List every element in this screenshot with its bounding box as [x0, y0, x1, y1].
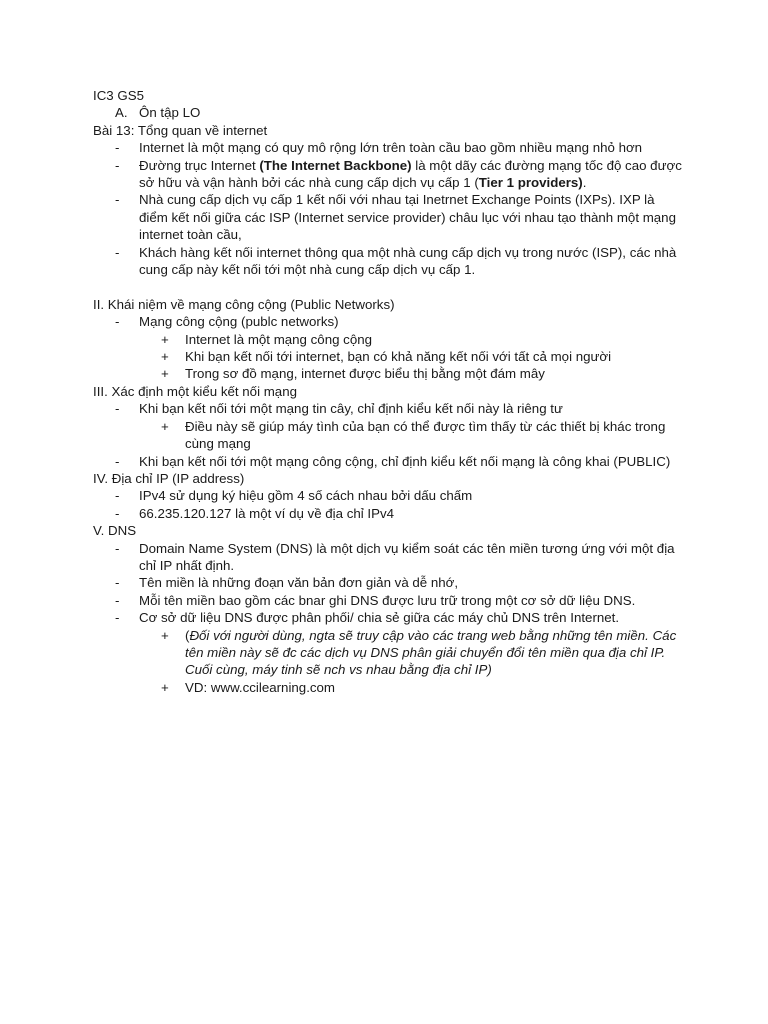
list-item-text: Cơ sở dữ liệu DNS được phân phối/ chia sẻ giữa các máy chủ DNS trên Internet.	[139, 610, 620, 626]
list-marker: -	[115, 314, 120, 330]
list-item-text: Nhà cung cấp dịch vụ cấp 1 kết nối với nhau tại Inetrnet Exchange Points (IXPs). IXP là điểm kết nối giữa các ISP (Internet service provider) châu lục với nhau tạo thành một mạng internet toàn cầu,	[139, 192, 676, 243]
sub-list-item-text: Internet là một mạng công cộng	[185, 331, 373, 347]
list-marker: -	[115, 244, 120, 260]
list-marker: -	[115, 140, 120, 156]
sub-list-item-text: VD: www.ccilearning.com	[185, 679, 336, 695]
text-run: .	[582, 175, 587, 191]
sub-list-item-text: Điều này sẽ giúp máy tình của bạn có thể được tìm thấy từ các thiết bị khác trong cùng mạng	[185, 418, 666, 452]
section-5-heading: V. DNS	[93, 523, 137, 539]
list-marker: +	[161, 349, 169, 365]
section-3-heading: III. Xác định một kiểu kết nối mạng	[93, 383, 297, 399]
sub-list-item	[93, 348, 683, 365]
sub-list-item	[93, 331, 683, 348]
text-run: là một dãy các đường mạng tốc độ cao được sở hữu và vận hành bởi các nhà cung cấp dịch vụ cấp 1 (	[139, 157, 682, 191]
section-a-text: Ôn tập LO	[139, 105, 201, 121]
sub-list-item	[93, 365, 683, 382]
list-item	[93, 400, 683, 417]
text-run: (	[185, 627, 190, 643]
list-marker: +	[161, 418, 169, 434]
italic-note: Đối với người dùng, ngta sẽ truy cập vào các trang web bằng những tên miền. Các tên miền này sẽ đc các dịch vụ DNS phân giải chuyển đổi tên miền qua địa chỉ IP. Cuối cùng, máy tinh sẽ nch vs nhau bằng địa chỉ IP)	[185, 627, 677, 678]
list-item-text: IPv4 sử dụng ký hiệu gồm 4 số cách nhau bởi dấu chấm	[139, 488, 473, 504]
sub-list-item	[93, 679, 683, 696]
list-item-text: Khách hàng kết nối internet thông qua một nhà cung cấp dịch vụ trong nước (ISP), các nhà cung cấp này kết nối tới một nhà cung cấp dịch vụ cấp 1.	[139, 244, 677, 278]
list-item-text: Khi bạn kết nối tới một mạng công cộng, chỉ định kiểu kết nối mạng là công khai (PUBLIC)	[139, 453, 671, 469]
blank-line	[93, 278, 683, 295]
list-item	[93, 453, 683, 470]
list-item-text: Tên miền là những đoạn văn bản đơn giản và dễ nhớ,	[139, 575, 459, 591]
list-marker: -	[115, 453, 120, 469]
list-marker: -	[115, 592, 120, 608]
section-2-heading: II. Khái niệm về mạng công cộng (Public Networks)	[93, 296, 395, 312]
section-4-heading: IV. Địa chỉ IP (IP address)	[93, 470, 245, 486]
list-marker: -	[115, 540, 120, 556]
sub-list-item-text: Trong sơ đồ mạng, internet được biểu thị bằng một đám mây	[185, 366, 545, 382]
list-marker: +	[161, 366, 169, 382]
list-marker: A.	[115, 105, 128, 121]
list-item	[93, 609, 683, 626]
list-item-text: Mỗi tên miền bao gồm các bnar ghi DNS được lưu trữ trong một cơ sở dữ liệu DNS.	[139, 592, 636, 608]
list-marker: -	[115, 610, 120, 626]
list-item-text: Khi bạn kết nối tới một mạng tin cây, chỉ định kiểu kết nối này là riêng tư	[139, 401, 563, 417]
sub-list-item-text	[185, 627, 683, 679]
list-item	[93, 487, 683, 504]
sub-list-item-text: Khi bạn kết nối tới internet, bạn có khả năng kết nối với tất cả mọi người	[185, 349, 612, 365]
list-item	[93, 157, 683, 192]
list-item	[93, 244, 683, 279]
sub-list-item	[93, 627, 683, 679]
list-marker: -	[115, 575, 120, 591]
list-marker: -	[115, 488, 120, 504]
list-marker: +	[161, 331, 169, 347]
list-item	[93, 139, 683, 156]
bold-term: (The Internet Backbone)	[259, 157, 412, 173]
list-item-text: 66.235.120.127 là một ví dụ về địa chỉ IPv4	[139, 505, 395, 521]
list-marker: -	[115, 401, 120, 417]
doc-title: IC3 GS5	[93, 88, 144, 103]
list-item	[93, 540, 683, 575]
text-run: Đường trục Internet	[139, 157, 260, 173]
list-marker: -	[115, 192, 120, 208]
list-marker: -	[115, 157, 120, 173]
lesson-heading: Bài 13: Tổng quan về internet	[93, 122, 268, 138]
list-item	[93, 574, 683, 591]
bold-term: Tier 1 providers)	[478, 175, 583, 191]
list-item	[93, 592, 683, 609]
list-item-text: Mạng công cộng (publc networks)	[139, 314, 339, 330]
document-page	[93, 87, 683, 696]
list-marker: -	[115, 505, 120, 521]
list-marker: +	[161, 627, 169, 643]
list-item	[93, 505, 683, 522]
list-marker: +	[161, 679, 169, 695]
list-item	[93, 313, 683, 330]
sub-list-item	[93, 418, 683, 453]
list-item-text: Domain Name System (DNS) là một dịch vụ kiểm soát các tên miền tương ứng với một địa chỉ IP nhất định.	[139, 540, 675, 573]
list-item	[93, 191, 683, 243]
list-item-text	[139, 157, 683, 192]
list-item-text: Internet là một mạng có quy mô rộng lớn trên toàn cầu bao gồm nhiều mạng nhỏ hơn	[139, 140, 643, 156]
section-a	[93, 104, 683, 121]
